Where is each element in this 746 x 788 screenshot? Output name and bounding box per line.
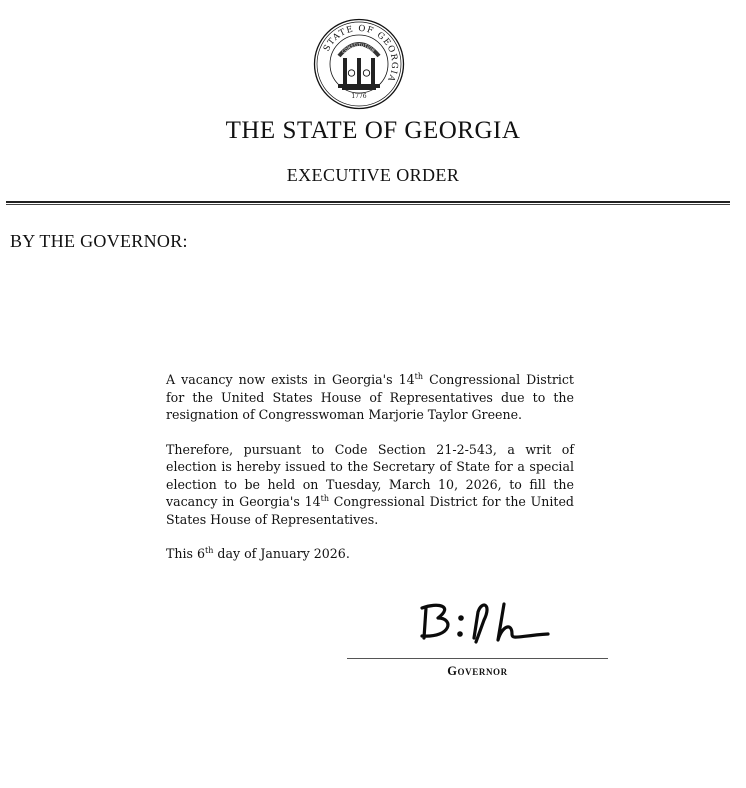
p3-ordinal: th bbox=[205, 545, 214, 555]
state-title: THE STATE OF GEORGIA bbox=[225, 117, 521, 144]
paragraph-vacancy bbox=[166, 371, 574, 424]
p1-text-end: Congressional District for the United States House of Representatives due to the resignation of Congresswoman Marjorie Taylor Greene. bbox=[166, 372, 574, 422]
signature-line bbox=[347, 658, 608, 659]
order-body bbox=[166, 371, 574, 580]
signatory-title: Governor bbox=[447, 664, 508, 678]
p2-text-end: Congressional District for the United States House of Representatives. bbox=[166, 494, 574, 527]
p3-text-end: day of January 2026. bbox=[213, 546, 350, 561]
p2-ordinal: th bbox=[320, 493, 329, 503]
salutation: BY THE GOVERNOR: bbox=[10, 231, 188, 251]
p2-text-start: Therefore, pursuant to Code Section 21-2-543, a writ of election is hereby issued to the Secretary of State for a special election to be held on Tuesday, March 10, 2026, to fill the vacancy in Georgia's 14 bbox=[166, 441, 574, 509]
seal-ring-text: STATE OF GEORGIA bbox=[321, 23, 400, 84]
p1-text-start: A vacancy now exists in Georgia's 14 bbox=[166, 372, 415, 387]
paragraph-writ bbox=[166, 441, 574, 529]
georgia-state-seal bbox=[313, 18, 405, 110]
paragraph-date bbox=[166, 545, 574, 563]
document-type-title: EXECUTIVE ORDER bbox=[286, 165, 460, 185]
seal-year: 1776 bbox=[351, 93, 367, 100]
p3-text-start: This 6 bbox=[166, 546, 206, 561]
p1-ordinal: th bbox=[414, 371, 424, 381]
seal-arch-text: CONSTITUTION bbox=[340, 41, 376, 55]
svg-text:CONSTITUTION bbox=[341, 42, 376, 54]
governor-signature bbox=[408, 598, 558, 662]
header-divider bbox=[6, 201, 730, 203]
header-divider-thin bbox=[6, 204, 730, 205]
